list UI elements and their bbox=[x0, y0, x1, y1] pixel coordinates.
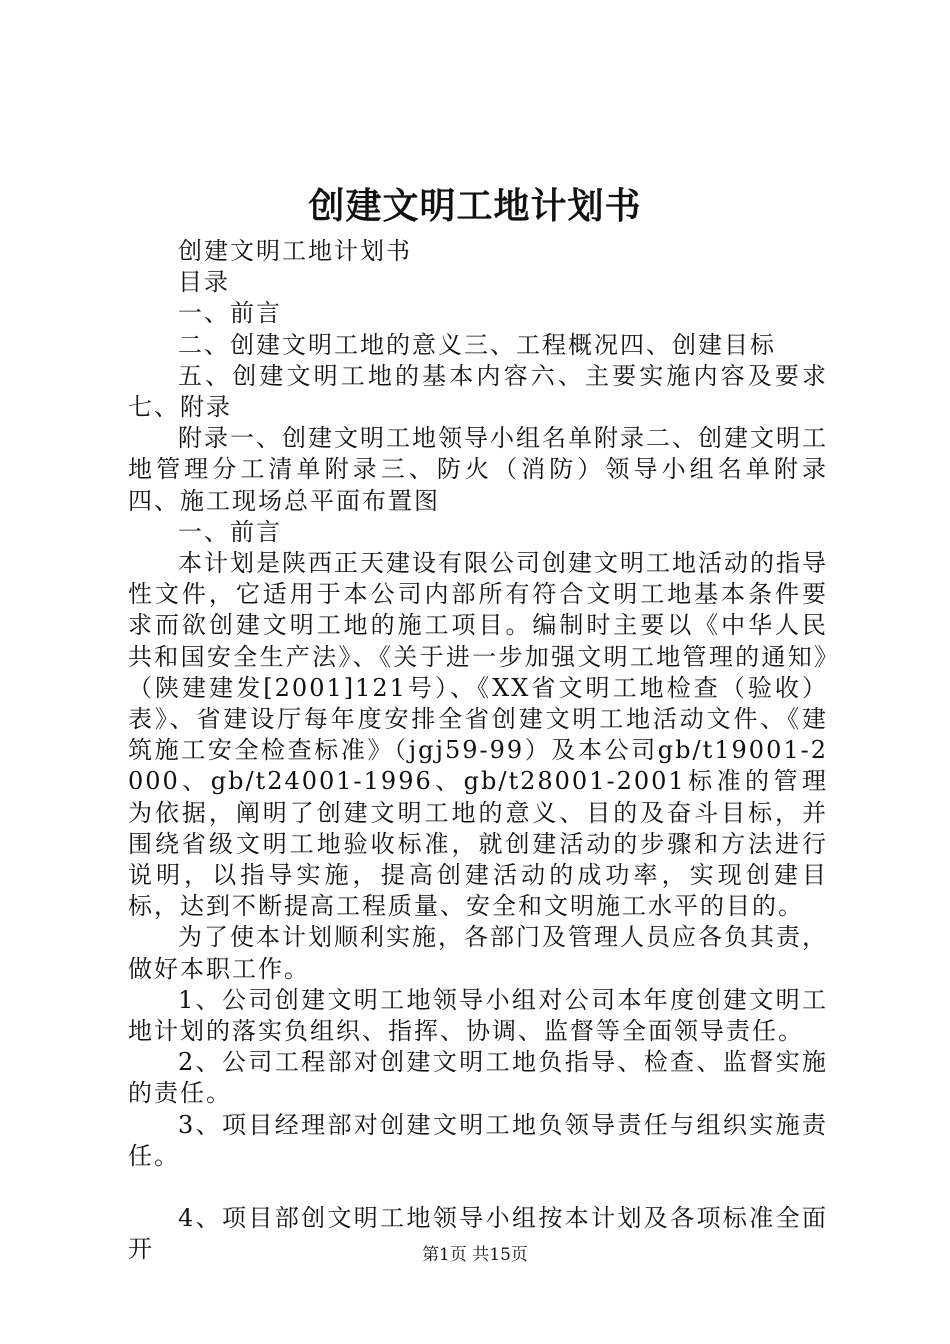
section-heading-preface: 一、前言 bbox=[178, 517, 282, 546]
list-item-3: 3、项目经理部对创建文明工地负领导责任与组织实施责任。 bbox=[128, 1110, 828, 1170]
paragraph-toc-items-2-4: 二、创建文明工地的意义三、工程概况四、创建目标 bbox=[178, 330, 776, 359]
list-item-1: 1、公司创建文明工地领导小组对公司本年度创建文明工地计划的落实负组织、指挥、协调、监督等全面领导责任。 bbox=[128, 985, 828, 1046]
paragraph-toc-items-5-7: 五、创建文明工地的基本内容六、主要实施内容及要求七、附录 bbox=[128, 361, 828, 422]
document-body bbox=[128, 236, 828, 1266]
paragraph-toc-heading: 目录 bbox=[178, 268, 230, 297]
paragraph-doc-title-repeat: 创建文明工地计划书 bbox=[178, 237, 412, 265]
page-footer: 第1页 共15页 bbox=[422, 1245, 528, 1265]
list-item-2: 2、公司工程部对创建文明工地负指导、检查、监督实施的责任。 bbox=[128, 1048, 828, 1108]
paragraph-responsibility-intro: 为了使本计划顺利实施，各部门及管理人员应各负其责，做好本职工作。 bbox=[128, 923, 828, 983]
paragraph-toc-item-1: 一、前言 bbox=[178, 299, 282, 328]
paragraph-appendix-list: 附录一、创建文明工地领导小组名单附录二、创建文明工地管理分工清单附录三、防火（消防）领导小组名单附录四、施工现场总平面布置图 bbox=[128, 424, 828, 515]
list-item-4: 4、项目部创文明工地领导小组按本计划及各项标准全面开 bbox=[128, 1204, 828, 1264]
document-title: 创建文明工地计划书 bbox=[308, 186, 642, 227]
paragraph-preface-body: 本计划是陕西正天建设有限公司创建文明工地活动的指导性文件，它适用于本公司内部所有符合文明工地基本条件要求而欲创建文明工地的施工项目。编制时主要以《中华人民共和国安全生产法》、《关于进一步加强文明工地管理的通知》（陕建建发[2001]121号）、《XX省文明工地检查（验收）表》、省建设厅每年度安排全省创建文明工地活动文件、《建筑施工安全检查标准》（jgj59-99）及本公司gb/t19001-2000、gb/t24001-1996、gb/t28001-2001标准的管理为依据，阐明了创建文明工地的意义、目的及奋斗目标，并围绕省级文明工地验收标准，就创建活动的步骤和方法进行说明，以指导实施，提高创建活动的成功率，实现创建目标，达到不断提高工程质量、安全和文明施工水平的目的。 bbox=[128, 549, 828, 921]
